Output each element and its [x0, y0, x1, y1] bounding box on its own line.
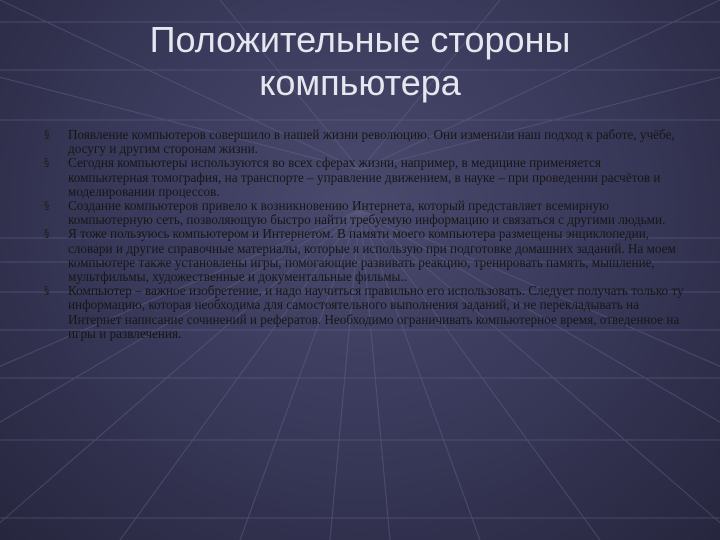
bullet-item [44, 156, 684, 199]
bullet-item [44, 227, 684, 284]
bullet-text: Компьютер – важное изобретение, и надо научиться правильно его использовать. Следует получать только ту информацию, которая необходима для самостоятельного выполнения заданий, и не перекладывать на Интернет написание сочинений и рефератов. Необходимо ограничивать компьютерное время, отведенное на игры и развлечения. [68, 283, 684, 341]
bullet-marker-icon: § [44, 284, 50, 298]
bullet-marker-icon: § [44, 156, 50, 170]
bullet-marker-icon: § [44, 227, 50, 241]
bullet-text: Создание компьютеров привело к возникновению Интернета, который представляет всемирную компьютерную сеть, позволяющую быстро найти требуемую информацию и связаться с другими людьми. [68, 198, 666, 228]
slide-title-line-1: Положительные стороны [149, 19, 571, 60]
slide-title-line-2: компьютера [259, 62, 461, 103]
bullet-item [44, 284, 684, 341]
bullet-item [44, 199, 684, 227]
bullet-text: Появление компьютеров совершило в нашей жизни революцию. Они изменили наш подход к работе, учёбе, досугу и другим сторонам жизни. [68, 127, 675, 157]
bullet-marker-icon: § [44, 128, 50, 141]
bullet-marker-icon: § [44, 199, 50, 213]
slide-title [60, 18, 660, 104]
bullet-text: Я тоже пользуюсь компьютером и Интернетом. В памяти моего компьютера размещены энциклопедии, словари и другие справочные материалы, которые я использую при подготовке домашних заданий. На моем компьютере также установлены игры, помогающие развивать реакцию, тренировать память, мышление, мультфильмы, художественные и документальные фильмы.. [68, 226, 676, 285]
bullet-list [44, 128, 684, 341]
bullet-item [44, 128, 684, 156]
bullet-text: Сегодня компьютеры используются во всех сферах жизни, например, в медицине применяется компьютерная томография, на транспорте – управление движением, в науке – при проведении расчётов и моделировании процессов. [68, 155, 661, 199]
